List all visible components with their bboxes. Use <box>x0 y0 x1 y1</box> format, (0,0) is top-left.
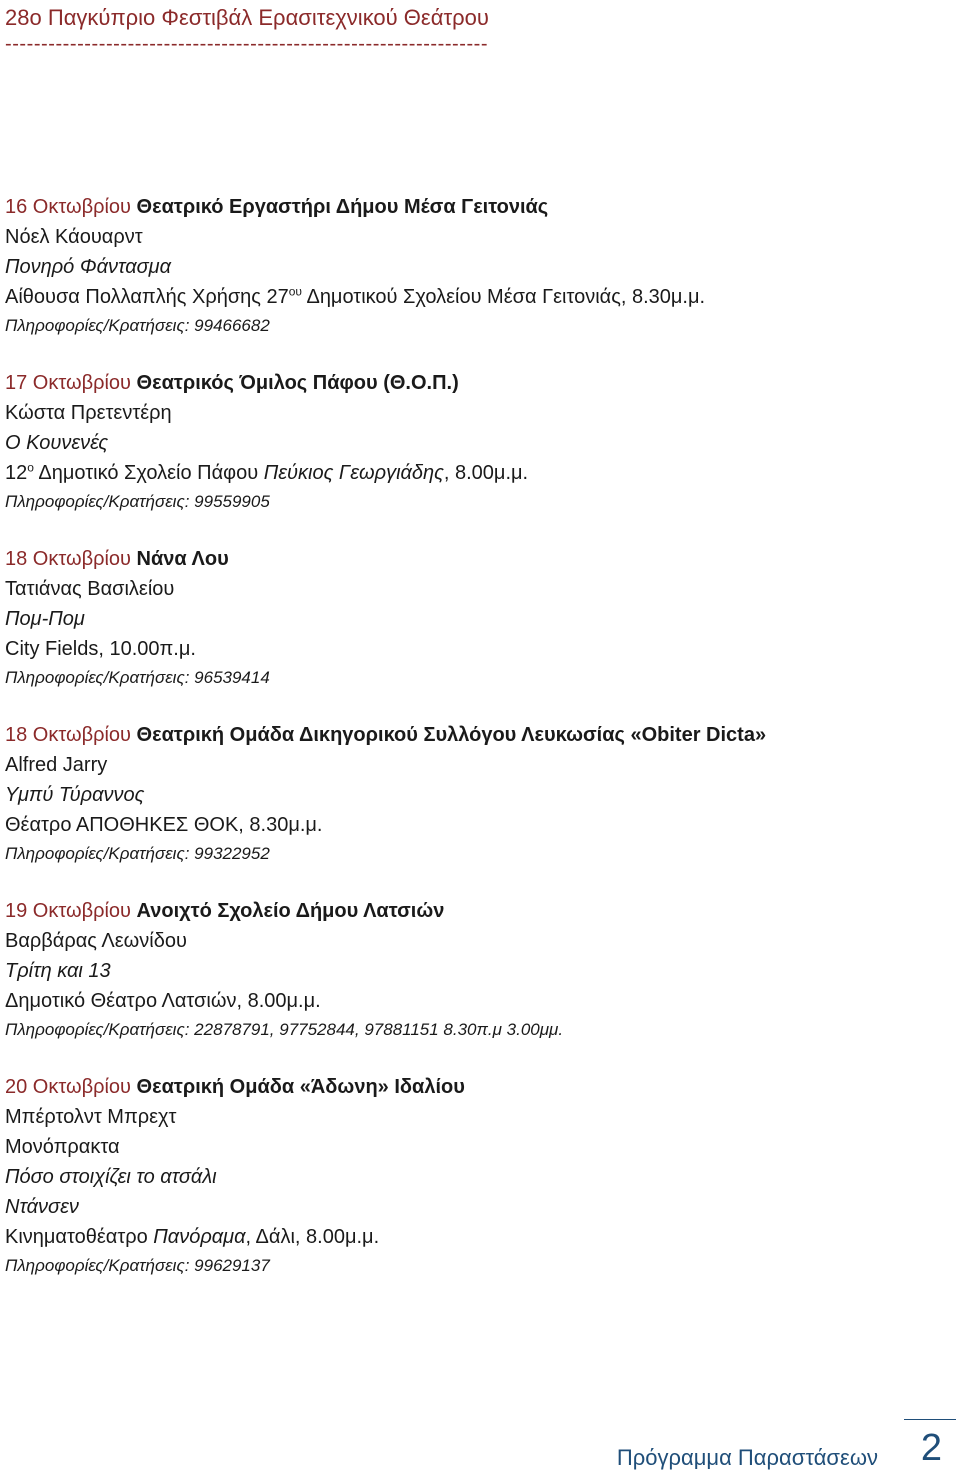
event-date: 16 Οκτωβρίου <box>5 196 131 218</box>
event-entry <box>5 544 945 692</box>
event-play: Υμπύ Τύραννος <box>5 784 145 806</box>
event-venue <box>5 458 945 488</box>
event-entry <box>5 192 945 340</box>
event-venue <box>5 282 945 312</box>
event-info: Πληροφορίες/Κρατήσεις: 96539414 <box>5 668 270 687</box>
event-venue: City Fields, 10.00π.μ. <box>5 638 196 660</box>
venue-text: Κινηματοθέατρο <box>5 1226 154 1248</box>
event-play: Τρίτη και 13 <box>5 960 111 982</box>
event-date: 20 Οκτωβρίου <box>5 1076 131 1098</box>
events-list <box>5 192 945 1308</box>
event-play-second: Ντάνσεν <box>5 1196 79 1218</box>
event-organizer: Θεατρική Ομάδα «Άδωνη» Ιδαλίου <box>136 1076 465 1098</box>
event-author: Νόελ Κάουαρντ <box>5 226 143 248</box>
footer-rule <box>904 1419 956 1420</box>
festival-title: 28ο Παγκύπριο Φεστιβάλ Ερασιτεχνικού Θεάτρου <box>5 5 489 30</box>
event-info: Πληροφορίες/Κρατήσεις: 99466682 <box>5 316 270 335</box>
event-genre: Μονόπρακτα <box>5 1136 120 1158</box>
event-venue <box>5 1222 945 1252</box>
event-organizer: Θεατρικός Όμιλος Πάφου (Θ.Ο.Π.) <box>136 372 459 394</box>
event-play: Πονηρό Φάντασμα <box>5 256 172 278</box>
event-date: 18 Οκτωβρίου <box>5 548 131 570</box>
event-organizer: Νάνα Λου <box>136 548 229 570</box>
event-info: Πληροφορίες/Κρατήσεις: 99322952 <box>5 844 270 863</box>
page-footer <box>576 1414 956 1474</box>
event-date: 19 Οκτωβρίου <box>5 900 131 922</box>
venue-time: , Δάλι, 8.00μ.μ. <box>245 1226 380 1248</box>
event-venue: Δημοτικό Θέατρο Λατσιών, 8.00μ.μ. <box>5 990 321 1012</box>
event-date: 18 Οκτωβρίου <box>5 724 131 746</box>
event-organizer: Θεατρική Ομάδα Δικηγορικού Συλλόγου Λευκωσίας «Obiter Dicta» <box>136 724 767 746</box>
event-date: 17 Οκτωβρίου <box>5 372 131 394</box>
event-play: Ο Κουνενές <box>5 432 109 454</box>
event-entry <box>5 1072 945 1280</box>
event-author: Κώστα Πρετεντέρη <box>5 402 172 424</box>
event-play: Πόσο στοιχίζει το ατσάλι <box>5 1166 217 1188</box>
event-heading <box>5 544 945 574</box>
event-heading <box>5 720 945 750</box>
event-heading <box>5 1072 945 1102</box>
event-entry <box>5 896 945 1044</box>
venue-italic: Πεύκιος Γεωργιάδης <box>263 462 444 484</box>
event-entry <box>5 368 945 516</box>
footer-title: Πρόγραμμα Παραστάσεων <box>616 1445 878 1470</box>
event-heading <box>5 368 945 398</box>
event-organizer: Ανοιχτό Σχολείο Δήμου Λατσιών <box>136 900 445 922</box>
event-author: Μπέρτολντ Μπρεχτ <box>5 1106 177 1128</box>
event-heading <box>5 192 945 222</box>
page-header <box>5 4 955 54</box>
event-author: Βαρβάρας Λεωνίδου <box>5 930 187 952</box>
event-heading <box>5 896 945 926</box>
event-entry <box>5 720 945 868</box>
event-author: Alfred Jarry <box>5 754 108 776</box>
venue-time: , 8.00μ.μ. <box>443 462 529 484</box>
event-info: Πληροφορίες/Κρατήσεις: 22878791, 97752844, 97881151 8.30π.μ 3.00μμ. <box>5 1020 564 1039</box>
venue-italic: Πανόραμα <box>153 1226 246 1248</box>
event-author: Τατιάνας Βασιλείου <box>5 578 175 600</box>
venue-text: Αίθουσα Πολλαπλής Χρήσης 27 <box>5 286 289 308</box>
page-number: 2 <box>920 1427 942 1469</box>
event-info: Πληροφορίες/Κρατήσεις: 99629137 <box>5 1256 270 1275</box>
venue-text-cont: Δημοτικό Σχολείο Πάφου <box>33 462 264 484</box>
venue-ordinal: ο <box>27 460 34 475</box>
event-venue: Θέατρο ΑΠΟΘΗΚΕΣ ΘΟΚ, 8.30μ.μ. <box>5 814 323 836</box>
event-info: Πληροφορίες/Κρατήσεις: 99559905 <box>5 492 270 511</box>
venue-ordinal: ου <box>288 284 302 299</box>
venue-text-cont: Δημοτικού Σχολείου Μέσα Γειτονιάς, 8.30μ.μ. <box>302 286 706 308</box>
header-dashed-rule: ------------------------------------------------------------------- <box>5 33 489 55</box>
event-organizer: Θεατρικό Εργαστήρι Δήμου Μέσα Γειτονιάς <box>136 196 549 218</box>
venue-text: 12 <box>5 462 28 484</box>
event-play: Πομ-Πομ <box>5 608 85 630</box>
